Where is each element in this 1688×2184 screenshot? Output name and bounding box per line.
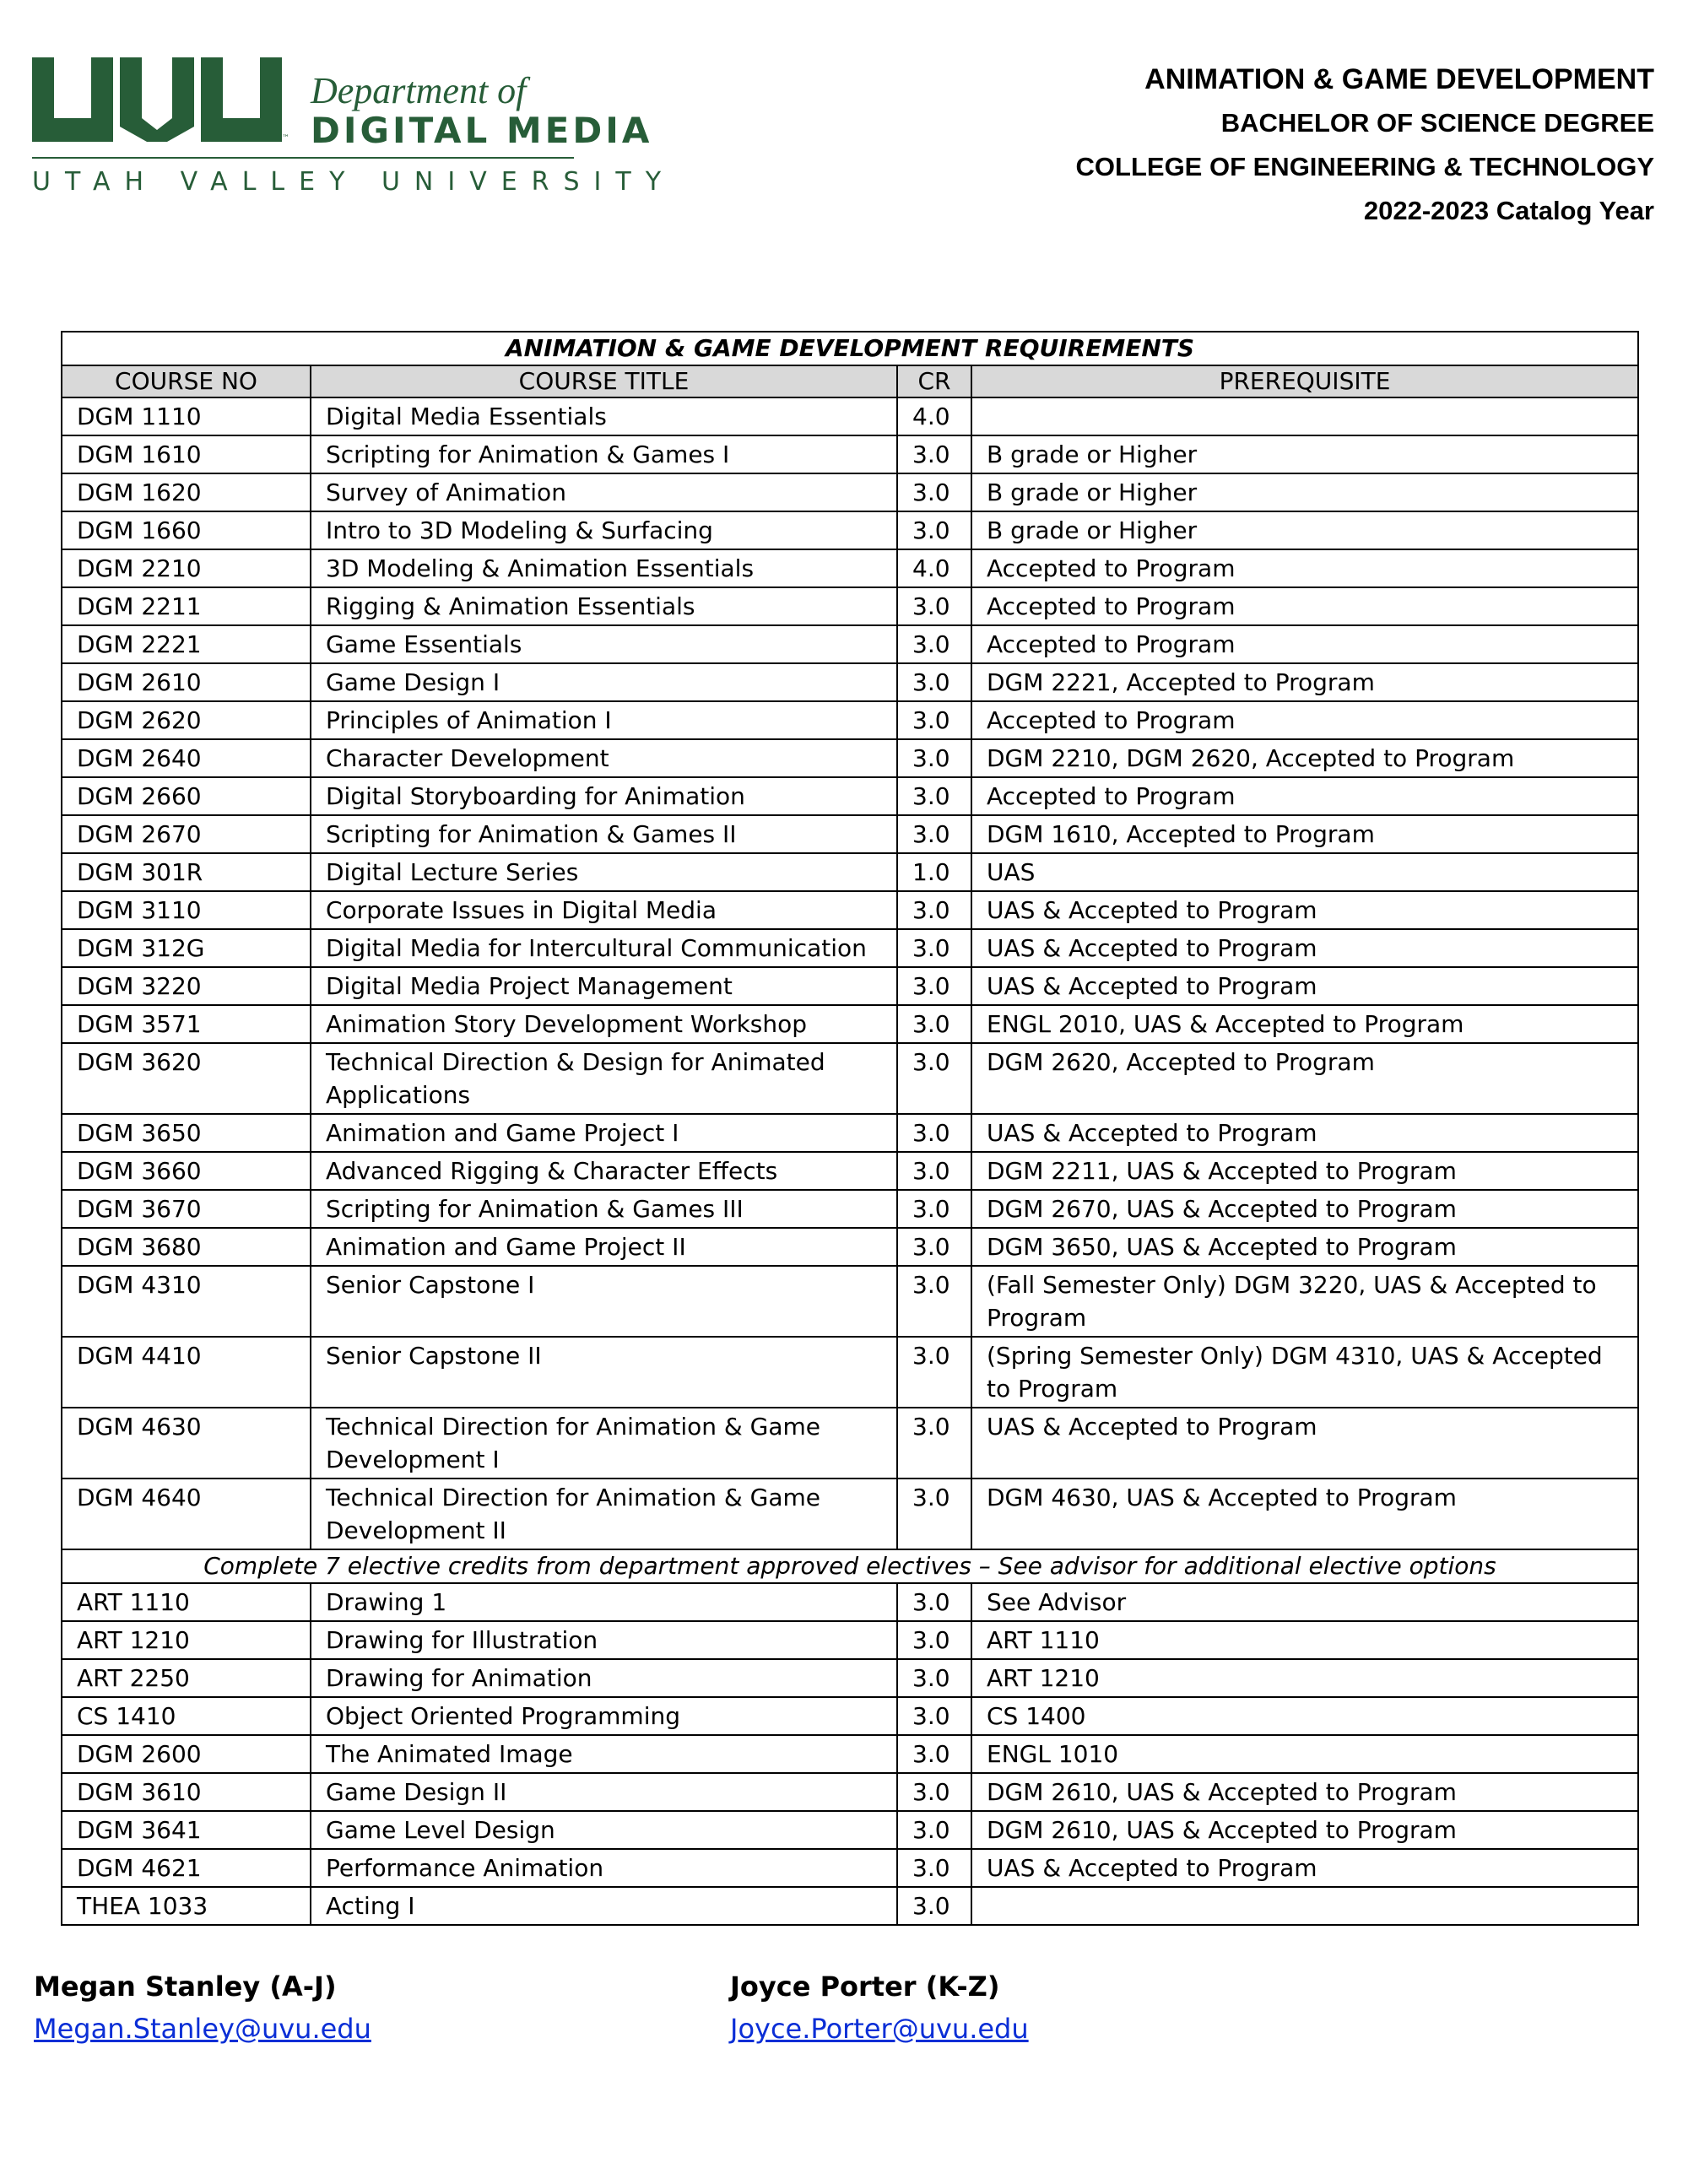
- advisor-email-link[interactable]: Megan.Stanley@uvu.edu: [34, 2013, 371, 2045]
- course-title: Acting I: [311, 1887, 897, 1925]
- course-credits: 3.0: [897, 1811, 971, 1849]
- course-prerequisite: ART 1210: [971, 1659, 1638, 1697]
- table-title-row: [62, 332, 1638, 365]
- course-prerequisite: [971, 397, 1638, 435]
- course-credits: 3.0: [897, 587, 971, 625]
- course-no: DGM 3680: [62, 1228, 311, 1266]
- course-title: Digital Media for Intercultural Communication: [311, 929, 897, 967]
- course-title: Technical Direction & Design for Animated Applications: [311, 1043, 897, 1114]
- course-title: Corporate Issues in Digital Media: [311, 891, 897, 929]
- table-row: [62, 511, 1638, 549]
- course-no: DGM 1660: [62, 511, 311, 549]
- course-prerequisite: [971, 1887, 1638, 1925]
- svg-text:™: ™: [282, 134, 289, 142]
- table-row: [62, 435, 1638, 473]
- table-row: [62, 1114, 1638, 1152]
- course-no: DGM 2620: [62, 701, 311, 739]
- course-credits: 3.0: [897, 1583, 971, 1621]
- table-row: [62, 891, 1638, 929]
- course-no: DGM 3620: [62, 1043, 311, 1114]
- course-title: Animation and Game Project II: [311, 1228, 897, 1266]
- table-row: [62, 1337, 1638, 1408]
- course-prerequisite: Accepted to Program: [971, 701, 1638, 739]
- course-credits: 3.0: [897, 1659, 971, 1697]
- table-row: [62, 1735, 1638, 1773]
- course-no: DGM 3660: [62, 1152, 311, 1190]
- course-title: Rigging & Animation Essentials: [311, 587, 897, 625]
- uvu-logo-mark: [32, 57, 294, 142]
- course-title: Scripting for Animation & Games II: [311, 815, 897, 853]
- program-title: ANIMATION & GAME DEVELOPMENT: [1144, 63, 1654, 95]
- course-prerequisite: B grade or Higher: [971, 511, 1638, 549]
- course-title: Character Development: [311, 739, 897, 777]
- course-credits: 3.0: [897, 1408, 971, 1479]
- course-prerequisite: UAS & Accepted to Program: [971, 1408, 1638, 1479]
- course-credits: 3.0: [897, 1266, 971, 1337]
- course-no: DGM 3670: [62, 1190, 311, 1228]
- course-no: THEA 1033: [62, 1887, 311, 1925]
- table-row: [62, 929, 1638, 967]
- table-row: [62, 1408, 1638, 1479]
- table-row: [62, 853, 1638, 891]
- course-prerequisite: Accepted to Program: [971, 587, 1638, 625]
- table-row: [62, 473, 1638, 511]
- table-title: ANIMATION & GAME DEVELOPMENT REQUIREMENTS: [62, 332, 1638, 365]
- course-prerequisite: DGM 4630, UAS & Accepted to Program: [971, 1479, 1638, 1549]
- course-title: Drawing for Illustration: [311, 1621, 897, 1659]
- course-prerequisite: ART 1110: [971, 1621, 1638, 1659]
- table-row: [62, 1811, 1638, 1849]
- course-title: Digital Media Essentials: [311, 397, 897, 435]
- course-title: Senior Capstone II: [311, 1337, 897, 1408]
- course-title: Advanced Rigging & Character Effects: [311, 1152, 897, 1190]
- course-no: ART 2250: [62, 1659, 311, 1697]
- course-no: DGM 4640: [62, 1479, 311, 1549]
- course-title: Technical Direction for Animation & Game Development I: [311, 1408, 897, 1479]
- course-prerequisite: Accepted to Program: [971, 777, 1638, 815]
- course-title: Drawing for Animation: [311, 1659, 897, 1697]
- table-row: [62, 1266, 1638, 1337]
- table-row: [62, 549, 1638, 587]
- table-row: [62, 1043, 1638, 1114]
- advisor-email-link[interactable]: Joyce.Porter@uvu.edu: [730, 2013, 1029, 2045]
- table-row: [62, 777, 1638, 815]
- course-credits: 3.0: [897, 1114, 971, 1152]
- course-no: DGM 301R: [62, 853, 311, 891]
- column-header-cr: CR: [897, 365, 971, 397]
- course-credits: 3.0: [897, 1479, 971, 1549]
- course-title: Intro to 3D Modeling & Surfacing: [311, 511, 897, 549]
- table-row: [62, 1659, 1638, 1697]
- degree-title: BACHELOR OF SCIENCE DEGREE: [1220, 108, 1654, 138]
- college-title: COLLEGE OF ENGINEERING & TECHNOLOGY: [1075, 152, 1654, 181]
- course-no: DGM 3110: [62, 891, 311, 929]
- table-row: [62, 1152, 1638, 1190]
- course-credits: 3.0: [897, 1043, 971, 1114]
- course-prerequisite: DGM 3650, UAS & Accepted to Program: [971, 1228, 1638, 1266]
- course-title: Digital Media Project Management: [311, 967, 897, 1005]
- course-title: Animation Story Development Workshop: [311, 1005, 897, 1043]
- logo-digital-media-line: DIGITAL MEDIA: [311, 110, 653, 151]
- logo-divider: [32, 157, 574, 159]
- table-row: [62, 1190, 1638, 1228]
- course-prerequisite: UAS: [971, 853, 1638, 891]
- course-credits: 3.0: [897, 891, 971, 929]
- course-title: The Animated Image: [311, 1735, 897, 1773]
- column-header-prerequisite: PREREQUISITE: [971, 365, 1638, 397]
- course-prerequisite: DGM 2670, UAS & Accepted to Program: [971, 1190, 1638, 1228]
- course-prerequisite: UAS & Accepted to Program: [971, 929, 1638, 967]
- course-title: Game Essentials: [311, 625, 897, 663]
- table-row: [62, 1849, 1638, 1887]
- course-credits: 3.0: [897, 929, 971, 967]
- course-title: Scripting for Animation & Games III: [311, 1190, 897, 1228]
- course-prerequisite: UAS & Accepted to Program: [971, 891, 1638, 929]
- course-no: DGM 2640: [62, 739, 311, 777]
- course-no: DGM 2211: [62, 587, 311, 625]
- table-row: [62, 1583, 1638, 1621]
- course-prerequisite: ENGL 2010, UAS & Accepted to Program: [971, 1005, 1638, 1043]
- course-no: CS 1410: [62, 1697, 311, 1735]
- course-no: DGM 3571: [62, 1005, 311, 1043]
- document-heading: [895, 57, 1654, 233]
- course-credits: 3.0: [897, 701, 971, 739]
- table-row: [62, 1228, 1638, 1266]
- course-prerequisite: Accepted to Program: [971, 549, 1638, 587]
- course-credits: 3.0: [897, 1773, 971, 1811]
- course-credits: 3.0: [897, 511, 971, 549]
- course-credits: 3.0: [897, 967, 971, 1005]
- advisor-contact-k-z: [730, 1966, 1029, 2051]
- course-credits: 3.0: [897, 435, 971, 473]
- course-credits: 3.0: [897, 777, 971, 815]
- table-row: [62, 625, 1638, 663]
- course-prerequisite: DGM 1610, Accepted to Program: [971, 815, 1638, 853]
- course-prerequisite: DGM 2610, UAS & Accepted to Program: [971, 1811, 1638, 1849]
- logo-university-name: UTAH VALLEY UNIVERSITY: [32, 167, 676, 197]
- uvu-digital-media-logo: [32, 57, 676, 201]
- course-title: Game Level Design: [311, 1811, 897, 1849]
- course-no: DGM 2600: [62, 1735, 311, 1773]
- table-row: [62, 739, 1638, 777]
- logo-department-line: Department of: [311, 70, 527, 111]
- course-no: DGM 3220: [62, 967, 311, 1005]
- course-no: DGM 312G: [62, 929, 311, 967]
- course-prerequisite: UAS & Accepted to Program: [971, 1849, 1638, 1887]
- course-title: 3D Modeling & Animation Essentials: [311, 549, 897, 587]
- course-credits: 3.0: [897, 1337, 971, 1408]
- course-prerequisite: Accepted to Program: [971, 625, 1638, 663]
- table-row: [62, 587, 1638, 625]
- course-credits: 3.0: [897, 1190, 971, 1228]
- table-column-headers: [62, 365, 1638, 397]
- course-title: Senior Capstone I: [311, 1266, 897, 1337]
- course-title: Animation and Game Project I: [311, 1114, 897, 1152]
- course-credits: 4.0: [897, 549, 971, 587]
- course-no: DGM 2660: [62, 777, 311, 815]
- course-title: Game Design II: [311, 1773, 897, 1811]
- course-no: DGM 4630: [62, 1408, 311, 1479]
- course-title: Survey of Animation: [311, 473, 897, 511]
- advisor-contact-a-j: [34, 1966, 371, 2051]
- advisor-name: Megan Stanley (A-J): [34, 1970, 337, 2003]
- course-no: DGM 3610: [62, 1773, 311, 1811]
- table-row: [62, 967, 1638, 1005]
- course-title: Scripting for Animation & Games I: [311, 435, 897, 473]
- course-prerequisite: UAS & Accepted to Program: [971, 967, 1638, 1005]
- course-credits: 3.0: [897, 1697, 971, 1735]
- column-header-course-no: COURSE NO: [62, 365, 311, 397]
- course-no: DGM 4410: [62, 1337, 311, 1408]
- course-title: Technical Direction for Animation & Game Development II: [311, 1479, 897, 1549]
- course-title: Game Design I: [311, 663, 897, 701]
- course-title: Principles of Animation I: [311, 701, 897, 739]
- course-no: ART 1210: [62, 1621, 311, 1659]
- column-header-course-title: COURSE TITLE: [311, 365, 897, 397]
- table-row: [62, 1773, 1638, 1811]
- course-credits: 3.0: [897, 1228, 971, 1266]
- course-no: DGM 3650: [62, 1114, 311, 1152]
- course-no: DGM 2610: [62, 663, 311, 701]
- table-row: [62, 1005, 1638, 1043]
- course-credits: 3.0: [897, 1849, 971, 1887]
- course-prerequisite: DGM 2620, Accepted to Program: [971, 1043, 1638, 1114]
- course-no: DGM 1110: [62, 397, 311, 435]
- course-credits: 3.0: [897, 1152, 971, 1190]
- course-credits: 3.0: [897, 473, 971, 511]
- course-prerequisite: DGM 2221, Accepted to Program: [971, 663, 1638, 701]
- table-row: [62, 1479, 1638, 1549]
- course-no: DGM 2221: [62, 625, 311, 663]
- table-row: [62, 397, 1638, 435]
- elective-note: Complete 7 elective credits from department approved electives – See advisor for additional elective options: [62, 1549, 1638, 1583]
- course-title: Digital Storyboarding for Animation: [311, 777, 897, 815]
- table-row: [62, 663, 1638, 701]
- course-no: DGM 2210: [62, 549, 311, 587]
- course-no: DGM 2670: [62, 815, 311, 853]
- table-row: [62, 701, 1638, 739]
- course-credits: 3.0: [897, 815, 971, 853]
- course-credits: 4.0: [897, 397, 971, 435]
- course-prerequisite: DGM 2211, UAS & Accepted to Program: [971, 1152, 1638, 1190]
- course-credits: 3.0: [897, 1005, 971, 1043]
- course-no: DGM 3641: [62, 1811, 311, 1849]
- table-row: [62, 1887, 1638, 1925]
- course-credits: 3.0: [897, 739, 971, 777]
- course-prerequisite: (Spring Semester Only) DGM 4310, UAS & Accepted to Program: [971, 1337, 1638, 1408]
- course-prerequisite: B grade or Higher: [971, 473, 1638, 511]
- elective-note-row: [62, 1549, 1638, 1583]
- course-credits: 3.0: [897, 663, 971, 701]
- table-row: [62, 1697, 1638, 1735]
- catalog-year: 2022-2023 Catalog Year: [1363, 196, 1654, 225]
- course-credits: 3.0: [897, 1735, 971, 1773]
- course-prerequisite: DGM 2610, UAS & Accepted to Program: [971, 1773, 1638, 1811]
- course-no: DGM 4621: [62, 1849, 311, 1887]
- course-prerequisite: DGM 2210, DGM 2620, Accepted to Program: [971, 739, 1638, 777]
- table-row: [62, 815, 1638, 853]
- course-no: ART 1110: [62, 1583, 311, 1621]
- course-title: Drawing 1: [311, 1583, 897, 1621]
- course-prerequisite: B grade or Higher: [971, 435, 1638, 473]
- course-prerequisite: UAS & Accepted to Program: [971, 1114, 1638, 1152]
- course-prerequisite: (Fall Semester Only) DGM 3220, UAS & Accepted to Program: [971, 1266, 1638, 1337]
- course-prerequisite: See Advisor: [971, 1583, 1638, 1621]
- course-title: Object Oriented Programming: [311, 1697, 897, 1735]
- course-no: DGM 1610: [62, 435, 311, 473]
- requirements-table: [61, 331, 1639, 1926]
- course-title: Performance Animation: [311, 1849, 897, 1887]
- course-prerequisite: ENGL 1010: [971, 1735, 1638, 1773]
- course-no: DGM 1620: [62, 473, 311, 511]
- course-title: Digital Lecture Series: [311, 853, 897, 891]
- course-no: DGM 4310: [62, 1266, 311, 1337]
- table-row: [62, 1621, 1638, 1659]
- course-credits: 3.0: [897, 1887, 971, 1925]
- course-credits: 1.0: [897, 853, 971, 891]
- course-prerequisite: CS 1400: [971, 1697, 1638, 1735]
- course-credits: 3.0: [897, 1621, 971, 1659]
- course-credits: 3.0: [897, 625, 971, 663]
- advisor-name: Joyce Porter (K-Z): [730, 1970, 1000, 2003]
